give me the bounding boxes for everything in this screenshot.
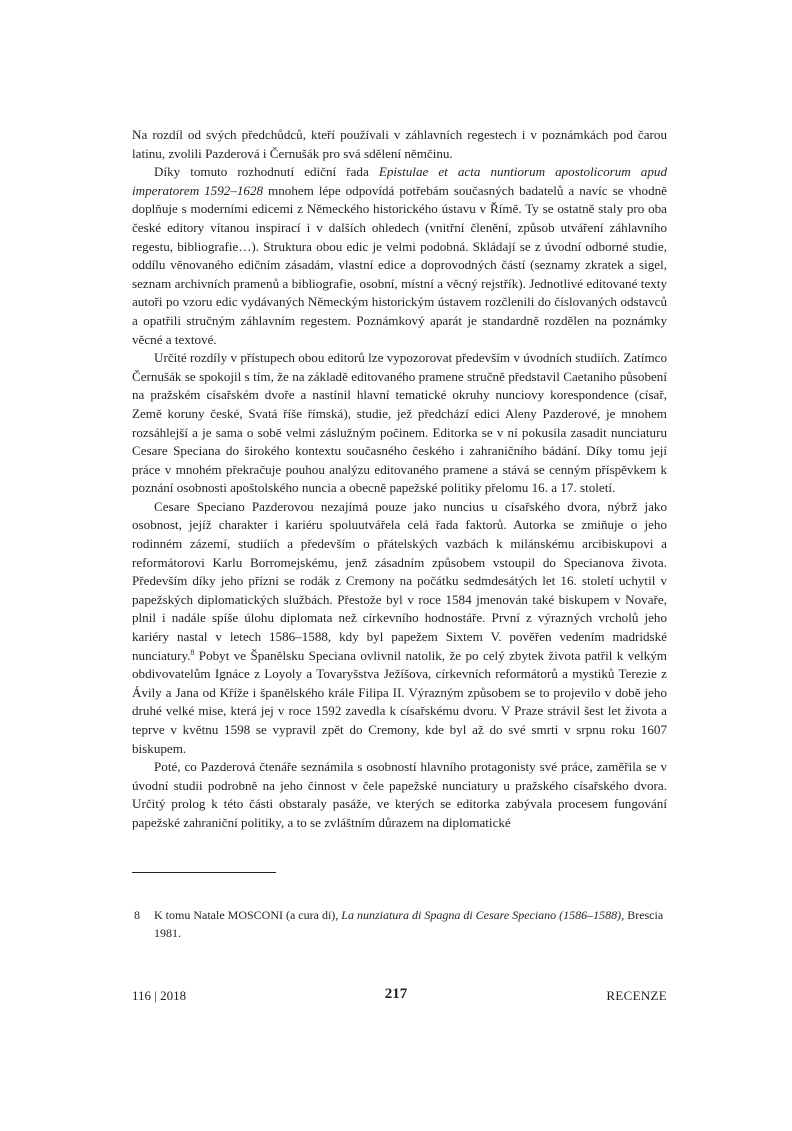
paragraph-3 (132, 349, 667, 498)
footnote-divider (132, 872, 276, 873)
footer-section: RECENZE (606, 988, 667, 1003)
footnote-text-end: , Brescia 1981. (154, 908, 664, 940)
main-text (132, 126, 667, 833)
footnote-book-title: La nunziatura di Spagna di Cesare Speciano (1586–1588) (341, 908, 622, 922)
footnote-text-start: K tomu Natale MOSCONI (a cura di), (154, 908, 342, 922)
series-title: Epistulae et acta nuntiorum apostolicorum apud imperatorem 1592–1628 (132, 164, 667, 198)
paragraph-2-start: Díky tomuto rozhodnutí ediční řada (154, 164, 379, 180)
paragraph-2 (132, 163, 667, 349)
paragraph-3-text: Určité rozdíly v přístupech obou editorů lze vypozorovat především v úvodních studiích. Zatímco Černušák se spokojil s tím, že na základě editovaného pramene stručně představil Caetaniho působení na pražském císařském dvoře a nastínil hlavní tematické okruhy nunciovy korespondence (císař, Země koruny české, Svatá říše římská), studie, jež předchází edici Aleny Pazderové, je mnohem rozsáhlejší a je sama o sobě velmi záslužným počinem. Editorka se v ní pokusila zasadit nunciaturu Cesare Speciana do širokého kontextu současného českého i zahraničního bádání. Díky tomu její práce v mnohém překračuje pouhou analýzu editovaného pramene a stává se cenným příspěvkem k poznání osobnosti apoštolského nuncia a obecně papežské politiky přelomu 16. a 17. století. (132, 350, 667, 496)
paragraph-2-rest: mnohem lépe odpovídá potřebám současných badatelů a navíc se vhodně doplňuje s moderními edicemi z Německého historického ústavu v Římě. Ty se ostatně staly pro oba české editory vítanou inspirací i v dalších ohledech (vnitřní členění, způsob utváření záhlavního regestu, bibliografie…). Struktura obou edic je velmi podobná. Skládají se z úvodní odborné studie, oddílu věnovaného edičním zásadám, vlastní edice a doprovodných částí (seznamy zkratek a sigel, seznam archivních pramenů a bibliografie, osobní, místní a věcný rejstřík). Jednotlivé editované texty autoři po vzoru edic vydávaných Německým historickým ústavem rozčlenili do číslovaných odstavců a opatřili stručným záhlavním regestem. Poznámkový aparát je standardně rozdělen na poznámky věcné a textové. (132, 182, 667, 347)
footnote-text (154, 906, 667, 942)
paragraph-4-rest: Pobyt ve Španělsku Speciana ovlivnil natolik, že po celý zbytek života patřil k velkým obdivovatelům Ignáce z Loyoly a Tovaryšstva Ježíšova, církevních reformátorů a mystiků Terezie z Ávily a Jana od Kříže i španělského krále Filipa II. Výrazným způsobem se to projevilo v době jeho druhé velké mise, která jej v roce 1592 zavedla k císařskému dvoru. V Praze strávil šest let života a teprve v květnu 1598 se vypravil zpět do Cremony, kde byl až do své smrti v srpnu roku 1607 biskupem. (132, 647, 667, 756)
paragraph-5-text: Poté, co Pazderová čtenáře seznámila s osobností hlavního protagonisty své práce, zaměřila se v úvodní studii podrobně na jeho činnost v čele papežské nunciatury u pražského císařského dvora. Určitý prolog k této části obstaraly pasáže, ve kterých se editorka zabývala procesem fungování papežské zahraniční politiky, a to se zvláštním důrazem na diplomatické (132, 759, 667, 830)
footnote (132, 906, 667, 942)
footnote-reference[interactable]: 8 (190, 647, 195, 657)
paragraph-5 (132, 758, 667, 832)
page-number: 217 (384, 986, 408, 1002)
paragraph-1 (132, 126, 667, 163)
footnote-number: 8 (134, 908, 140, 922)
paragraph-4 (132, 498, 667, 758)
footer-issue: 116 | 2018 (132, 988, 187, 1003)
paragraph-4-start: Cesare Speciano Pazderovou nezajímá pouze jako nuncius u císařského dvora, nýbrž jako osobnost, jejíž charakter i kariéru spoluutvářela celá řada faktorů. Autorka se zmiňuje o jeho rodinném zázemí, studiích a především o přátelských vazbách k milánskému arcibiskupovi a reformátorovi Karlu Borromejskému, jenž zásadním způsobem vstoupil do Specianova života. Především díky jeho přízni se rodák z Cremony na počátku sedmdesátých let 16. století uchytil v papežských diplomatických službách. Přestože byl v roce 1584 jmenován také biskupem v Novaře, plnil i nadále spíše úlohu diplomata než církevního hodnostáře. První z výrazných vrcholů jeho kariéry nastal v letech 1586–1588, kdy byl papežem Sixtem V. pověřen vedením madridské nunciatury. (132, 498, 667, 663)
paragraph-1-text: Na rozdíl od svých předchůdců, kteří používali v záhlavních regestech i v poznámkách pod čarou latinu, zvolili Pazderová i Černušák pro svá sdělení němčinu. (132, 127, 667, 161)
